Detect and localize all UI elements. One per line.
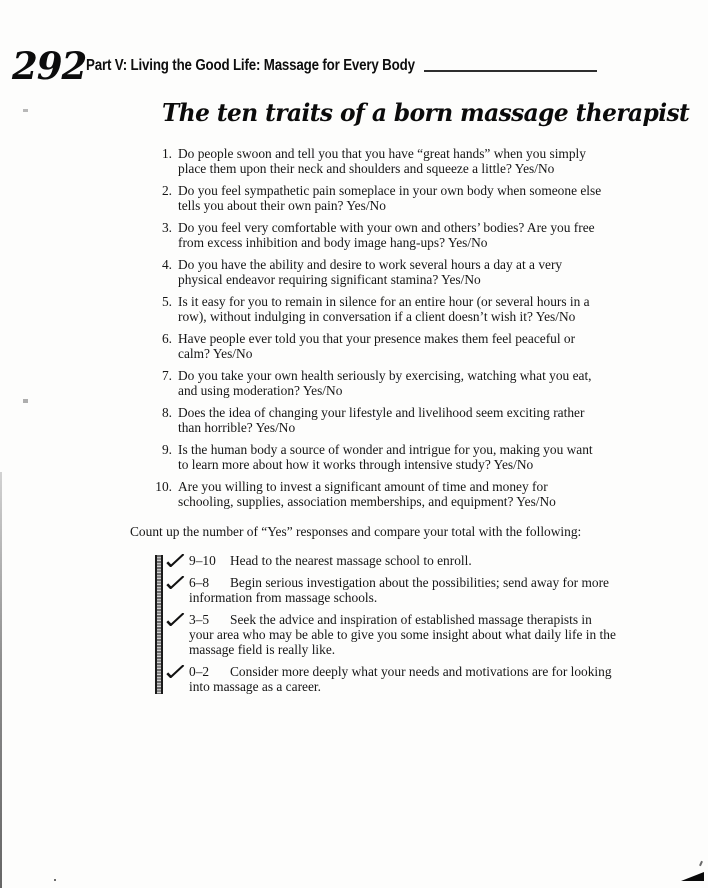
question-text: Have people ever told you that your presence makes them feel peaceful or calm? Yes/No bbox=[178, 331, 576, 361]
page-content bbox=[0, 146, 708, 701]
scan-margin-mark bbox=[23, 399, 28, 403]
question-list bbox=[146, 146, 604, 509]
question-number: 4. bbox=[161, 257, 172, 272]
question-number: 9. bbox=[161, 442, 172, 457]
question-item bbox=[146, 294, 604, 324]
question-text: Do you take your own health seriously by exercising, watching what you eat, and using moderation? Yes/No bbox=[178, 368, 592, 398]
page-corner-wedge bbox=[681, 872, 704, 881]
question-item bbox=[146, 183, 604, 213]
question-item bbox=[146, 331, 604, 361]
question-item bbox=[146, 220, 604, 250]
question-number: 7. bbox=[161, 368, 172, 383]
question-number: 5. bbox=[161, 294, 172, 309]
closing-paragraph: Count up the number of “Yes” responses and compare your total with the following: bbox=[130, 524, 582, 539]
score-range: 9–10 bbox=[189, 553, 216, 568]
score-guide-item bbox=[155, 664, 617, 694]
scan-edge-line bbox=[0, 472, 2, 888]
scan-margin-mark bbox=[23, 109, 28, 112]
scan-corner-mark bbox=[699, 861, 703, 866]
score-guide-item bbox=[155, 575, 617, 605]
score-text: Head to the nearest massage school to enroll. bbox=[230, 553, 472, 568]
score-range: 0–2 bbox=[189, 664, 210, 679]
check-icon bbox=[166, 554, 185, 567]
question-item bbox=[146, 405, 604, 435]
check-icon bbox=[166, 576, 185, 589]
question-text: Do people swoon and tell you that you have “great hands” when you simply place them upon their neck and shoulders and squeeze a little? Yes/No bbox=[178, 146, 586, 176]
question-text: Are you willing to invest a significant amount of time and money for schooling, supplies, association memberships, and equipment? Yes/No bbox=[178, 479, 556, 509]
question-number: 3. bbox=[161, 220, 172, 235]
section-title: The ten traits of a born massage therapist bbox=[162, 98, 690, 127]
score-range: 6–8 bbox=[189, 575, 210, 590]
score-guide-item bbox=[155, 612, 617, 657]
score-guide bbox=[155, 553, 617, 694]
question-text: Do you feel sympathetic pain someplace in your own body when someone else tells you about their own pain? Yes/No bbox=[178, 183, 602, 213]
question-number: 6. bbox=[161, 331, 172, 346]
check-icon bbox=[166, 665, 185, 678]
question-number: 1. bbox=[161, 146, 172, 161]
check-icon bbox=[166, 613, 185, 626]
scan-dot-mark bbox=[54, 879, 56, 881]
question-text: Does the idea of changing your lifestyle and livelihood seem exciting rather than horrible? Yes/No bbox=[178, 405, 585, 435]
score-text: Seek the advice and inspiration of established massage therapists in your area who may be able to give you some insight about what daily life in the massage field is really like. bbox=[189, 612, 616, 657]
question-number: 10. bbox=[155, 479, 172, 494]
question-item bbox=[146, 257, 604, 287]
question-item bbox=[146, 479, 604, 509]
question-text: Do you feel very comfortable with your own and others’ bodies? Are you free from excess inhibition and body image hang-ups? Yes/No bbox=[178, 220, 595, 250]
score-range: 3–5 bbox=[189, 612, 210, 627]
score-text: Begin serious investigation about the possibilities; send away for more information from massage schools. bbox=[189, 575, 609, 605]
question-text: Do you have the ability and desire to work several hours a day at a very physical endeavor requiring significant stamina? Yes/No bbox=[178, 257, 563, 287]
question-item bbox=[146, 442, 604, 472]
question-text: Is the human body a source of wonder and intrigue for you, making you want to learn more about how it works through intensive study? Yes/No bbox=[178, 442, 593, 472]
score-guide-item bbox=[155, 553, 617, 568]
question-text: Is it easy for you to remain in silence for an entire hour (or several hours in a row), without indulging in conversation if a client doesn’t wish it? Yes/No bbox=[178, 294, 590, 324]
question-item bbox=[146, 146, 604, 176]
question-number: 8. bbox=[161, 405, 172, 420]
question-item bbox=[146, 368, 604, 398]
score-text: Consider more deeply what your needs and motivations are for looking into massage as a career. bbox=[189, 664, 612, 694]
question-number: 2. bbox=[161, 183, 172, 198]
page-number: 292 bbox=[12, 44, 87, 88]
running-head: Part V: Living the Good Life: Massage for Every Body bbox=[86, 57, 415, 74]
header-rule bbox=[424, 70, 597, 72]
